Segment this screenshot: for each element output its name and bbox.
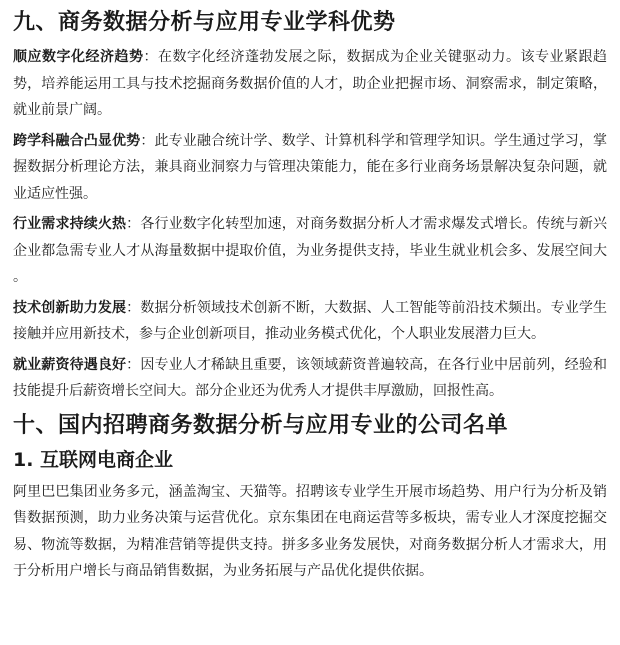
advantage-item-2 (13, 128, 607, 208)
advantage-item-1 (13, 44, 607, 124)
section-9-heading: 九、商务数据分析与应用专业学科优势 (13, 10, 396, 35)
advantage-item-text: ：因专业人才稀缺且重要，该领域薪资普遍较高，在各行业中居前列，经验和技能提升后薪资增长空间大。部分企业还为优秀人才提供丰厚激励，回报性高。 (13, 356, 607, 399)
advantage-item-text: ：在数字化经济蓬勃发展之际，数据成为企业关键驱动力。该专业紧跟趋势，培养能运用工具与技术挖掘商务数据价值的人才，助企业把握市场、洞察需求，制定策略，就业前景广阔。 (13, 49, 607, 118)
advantage-item-lead: 行业需求持续火热 (13, 216, 127, 232)
advantage-item-5 (13, 352, 607, 405)
advantage-item-lead: 技术创新助力发展 (13, 299, 127, 316)
advantage-item-lead: 顺应数字化经济趋势 (13, 49, 144, 65)
subsection-heading-internet-ecommerce: 1. 互联网电商企业 (13, 448, 174, 471)
advantage-item-lead: 跨学科融合凸显优势 (13, 132, 141, 149)
subsection-paragraph: 阿里巴巴集团业务多元，涵盖淘宝、天猫等。招聘该专业学生开展市场趋势、用户行为分析及销售数据预测，助力业务决策与运营优化。京东集团在电商运营等多板块，需专业人才深度挖掘交易、物流等数据，为精准营销等提供支持。拼多多业务发展快，对商务数据分析人才需求大，用于分析用户增长与商品销售数据，为业务拓展与产品优化提供依据。 (13, 483, 607, 579)
advantage-item-text: ：各行业数字化转型加速，对商务数据分析人才需求爆发式增长。传统与新兴企业都急需专业人才从海量数据中提取价值，为业务提供支持，毕业生就业机会多、发展空间大 。 (13, 216, 607, 285)
advantage-item-text: ：数据分析领域技术创新不断，大数据、人工智能等前沿技术频出。专业学生接触并应用新技术，参与企业创新项目，推动业务模式优化，个人职业发展潜力巨大。 (13, 299, 607, 342)
advantage-item-4 (13, 295, 607, 348)
advantage-item-3 (13, 211, 607, 291)
section-10-heading: 十、国内招聘商务数据分析与应用专业的公司名单 (13, 412, 509, 438)
advantage-item-lead: 就业薪资待遇良好 (13, 356, 127, 373)
advantage-item-text: ：此专业融合统计学、数学、计算机科学和管理学知识。学生通过学习，掌握数据分析理论方法，兼具商业洞察力与管理决策能力，能在多行业商务场景解决复杂问题，就业适应性强。 (13, 132, 608, 202)
